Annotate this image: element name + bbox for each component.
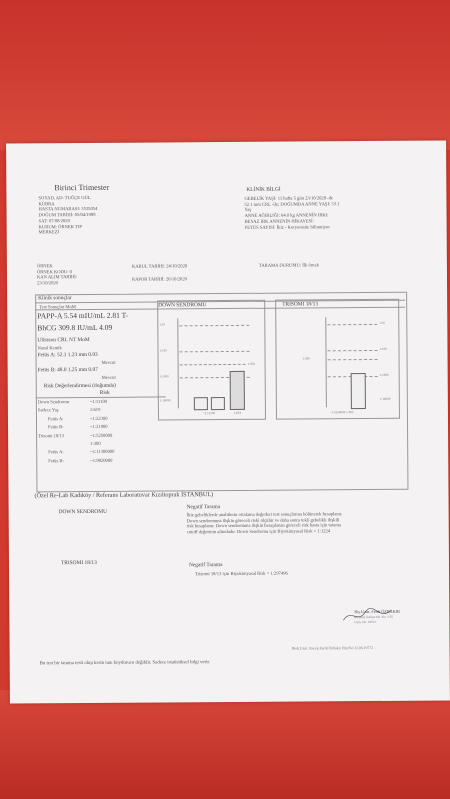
risk-subtitle: Risk bbox=[99, 389, 110, 396]
results-col-headers: Test Sonuçlar MoM bbox=[39, 304, 76, 310]
tri-tick-2: 1:100 bbox=[379, 346, 387, 351]
patient-line: KÜBRA bbox=[38, 200, 55, 207]
clinical-line: GEBELİK YAŞI: 11 hafta 5 gün 23/10/2020 ‑de bbox=[244, 195, 334, 201]
bhcg-result: BhCG 309.8 IU/mL 4.09 bbox=[37, 322, 113, 333]
report-paper bbox=[6, 140, 450, 703]
down-tick-5: 1:10000 bbox=[159, 398, 171, 403]
fetus-a-row: Fetüs A: 52.1 1.23 mm 0.93 bbox=[37, 351, 98, 359]
down-tick-1: 1:10 bbox=[159, 322, 166, 327]
background-bottom bbox=[0, 690, 450, 799]
summary-line: cutoff değerinin altındadır. Down Sendromu için Biyokimyasal Risk = 1:1224 bbox=[186, 528, 331, 535]
risk-row-value: 1:300 bbox=[90, 440, 101, 446]
risk-row-label: Fetüs A: bbox=[48, 449, 64, 455]
summary-line: Down sendromuna ilişkin göreceli riski ölçülür ve daha sonra tekli gebeliklı ilişkili bbox=[186, 516, 340, 524]
down-bar-fetus-a bbox=[194, 397, 208, 410]
clinical-line: FETÜS SAYISI: İkiz ‑ Koryonisite bilinmiyor bbox=[244, 223, 330, 230]
down-value-1: ~1:11100 bbox=[202, 411, 215, 416]
risk-row-label: Fetüs B: bbox=[48, 457, 64, 463]
clinical-line: BEYAZ IRK ANNENİN HİKAYESİ: bbox=[244, 218, 314, 224]
risk-row-label: Trisomi 18/13 bbox=[38, 432, 65, 438]
patient-line: SOYAD, AD: TUĞÇE GÜL bbox=[38, 194, 91, 201]
rapor-date: RAPOR TARİHİ: 26/10/2020 bbox=[131, 276, 187, 282]
tri-tick-5: 1:10000 bbox=[379, 396, 391, 401]
papp-result: PAPP-A 5.54 mIU/mL 2.81 T- bbox=[37, 310, 129, 321]
down-bar-age bbox=[230, 371, 245, 410]
clinical-line: Yaş bbox=[244, 207, 252, 213]
risk-row-label: Fetüs B: bbox=[48, 424, 64, 430]
tarama-status: TARAMA DURUMU: İlk örnek bbox=[258, 262, 319, 268]
summary-line: İkiz gebeliklerde analitlerin ortalama değerleri test sonuçlarına bölünerek hesaplanır. bbox=[186, 511, 343, 518]
section-title: Klinik sonuçlar bbox=[38, 295, 72, 302]
sample-line: KAN ALIM TARİHİ: bbox=[36, 274, 78, 280]
disclaimer: Bu test bir tarama testi olup kesin tanı koydurucu değildir. Sadece istatistiksel bilgi verir. bbox=[39, 660, 211, 667]
risk-row-value: ~1:21900 bbox=[90, 424, 108, 430]
clinical-line: ANNE AĞIRLIĞI: 64.0 kg ANNENİN IRKI: bbox=[244, 212, 329, 219]
signature-footer: Biok.Uzm. Recep Ferdi Özbakır Dip.No:13.06.19773 bbox=[291, 645, 374, 651]
kabul-date: KABUL TARİHİ: 24/10/2020 bbox=[131, 263, 188, 269]
signature-name: Biy.Uzm. Ferdi ÖZBAKIR bbox=[354, 608, 400, 615]
signature-line-3: Uzm. No: 18572 bbox=[354, 619, 376, 625]
tri-tick-4: 1:1000 bbox=[379, 372, 389, 377]
down-value-2: 1:619 bbox=[233, 410, 242, 415]
patient-line: KURUM: ÖRNEK TIP bbox=[38, 223, 82, 229]
risk-row-value: ~1:22300 bbox=[89, 415, 108, 421]
tri-summary-label: TRISOMI 18/13 bbox=[60, 559, 97, 567]
risk-row-label: Fetüs A: bbox=[47, 415, 64, 422]
down-bar-fetus-b bbox=[211, 397, 225, 410]
signature-line-2: Kadıköy Zafiyet Ob. No: 1/55 bbox=[354, 614, 393, 620]
clinical-info bbox=[244, 195, 339, 230]
lab-name: (Özel Re-Lab Kadıköy / Referans Laboratuvar Kızıltoprak İSTANBUL) bbox=[34, 491, 214, 500]
tri-tick-1: 1:10 bbox=[379, 320, 385, 325]
risk-row-label: Sadece Yaş bbox=[37, 407, 59, 413]
down-summary-label: DOWN SENDROMU bbox=[58, 508, 108, 516]
risk-row-value: ~1:9820000 bbox=[90, 457, 113, 463]
patient-line: HASTA NUMARASI: 3535054 bbox=[38, 206, 98, 212]
tri-value: ~1:5250000 1:493 bbox=[329, 410, 354, 415]
tri-tick-3: 1:300 bbox=[302, 356, 310, 361]
fetus-a-nasal: Mevcut bbox=[101, 359, 116, 365]
risk-row-label: Down Sendromu bbox=[37, 399, 70, 405]
down-tick-3: 1:250 bbox=[247, 361, 255, 366]
risk-row-value: ~1:11300000 bbox=[90, 449, 115, 455]
down-chart-title: DOWN SENDROMU bbox=[158, 302, 207, 309]
risk-table bbox=[38, 398, 163, 466]
patient-line: SAT: 07/08/2020 bbox=[38, 218, 70, 224]
down-summary-title: Negatif Tarama bbox=[186, 504, 221, 511]
down-tick-4: 1:1000 bbox=[159, 374, 169, 379]
clinical-title: KLİNİK BİLGİ bbox=[246, 186, 281, 193]
clinical-line: 52.1 mm CRL ‑ile; DOĞUMDA ANNE YAŞI: 33.1 bbox=[244, 200, 340, 207]
background-top bbox=[0, 0, 450, 150]
patient-line: DOĞUM TARİHİ: 05/04/1988 bbox=[38, 212, 96, 218]
nazal-label: Nazal Kemik bbox=[37, 345, 62, 351]
fetus-b-nasal: Mevcut bbox=[101, 374, 116, 380]
us-header: Ultrason CRL NT MoM bbox=[37, 336, 90, 344]
risk-row-value: ~1:11100 bbox=[89, 398, 108, 404]
down-tick-2: 1:100 bbox=[159, 348, 167, 353]
sample-info bbox=[37, 263, 77, 286]
tri-summary-title: Negatif Tarama bbox=[188, 562, 223, 569]
sample-line: ÖRNEK KODU: 0 bbox=[36, 268, 72, 275]
patient-line: MERKEZİ bbox=[38, 229, 60, 235]
report-title: Birinci Trimester bbox=[54, 182, 110, 193]
risk-row bbox=[38, 457, 163, 466]
risk-row-value: ~1:5250000 bbox=[90, 432, 113, 438]
trisomy-chart-title: TRISOMI 18/13 bbox=[282, 301, 318, 308]
sample-line: ÖRNEK bbox=[36, 263, 53, 269]
risk-row-value: 1:619 bbox=[89, 407, 101, 413]
risk-title: Risk Değerlendirmesi (doğumda) bbox=[43, 382, 116, 390]
patient-info bbox=[38, 195, 97, 236]
tri-summary-text: Trizomi 18/13 için Biyokimyasal Risk = 1:297496 bbox=[195, 570, 288, 577]
summary-line: risk hesaplanır. Down sendromuna ilişkin hesaplanan göreceli risk hasta için tarama bbox=[186, 522, 341, 529]
tri-bar-age bbox=[351, 373, 366, 409]
sample-line: 23/10/2020 bbox=[37, 280, 58, 286]
down-summary-text bbox=[187, 511, 343, 535]
fetus-b-row: Fetüs B: 48.0 1.25 mm 0.97 bbox=[37, 366, 98, 374]
